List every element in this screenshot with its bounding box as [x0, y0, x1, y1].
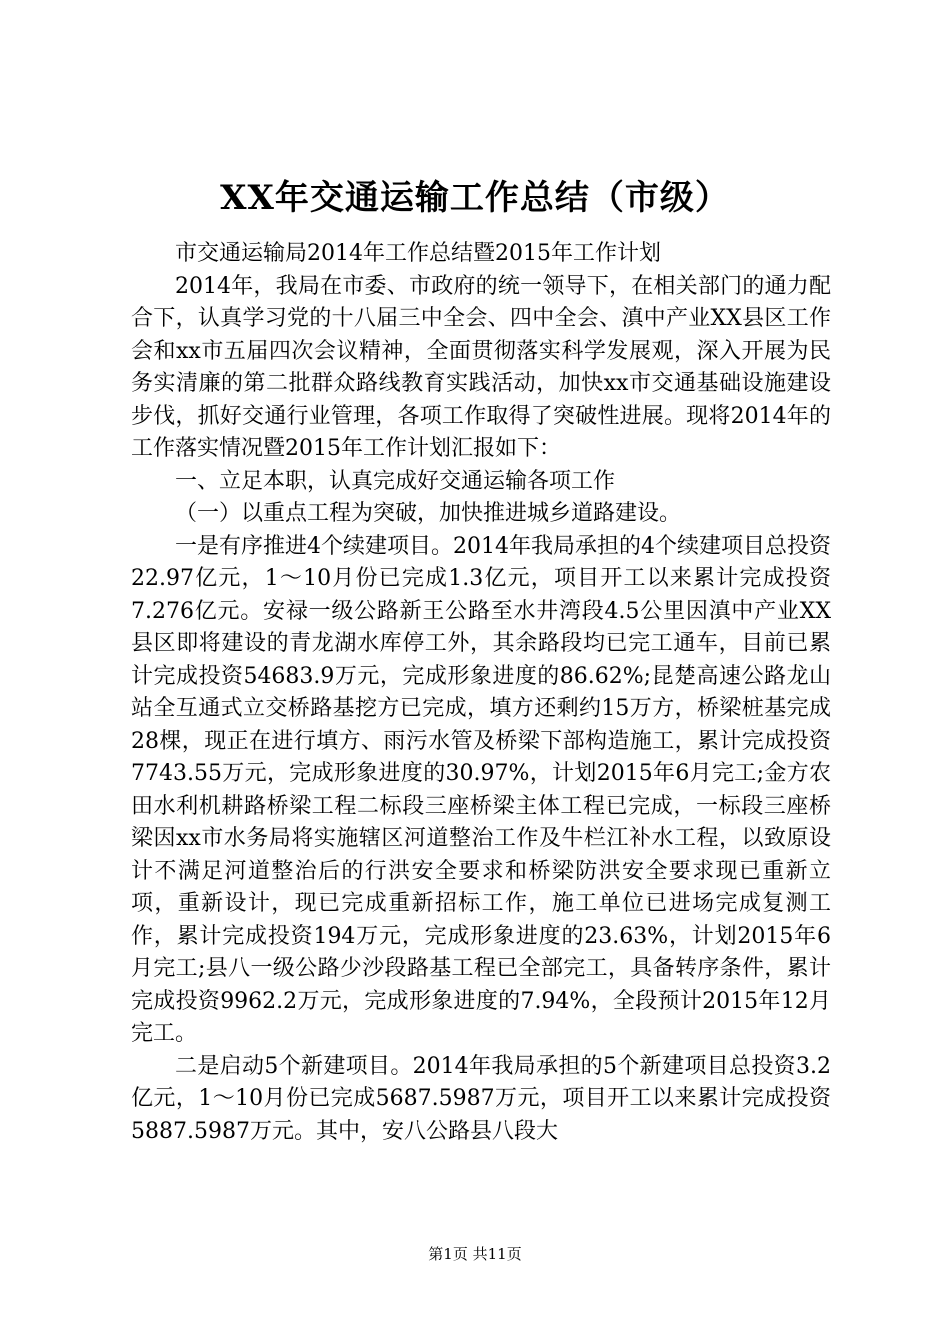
- page-footer: 第1页 共11页: [428, 1245, 522, 1263]
- paragraph-new-projects: 二是启动5个新建项目。2014年我局承担的5个新建项目总投资3.2亿元，1～10月份已完成5687.5987万元，项目开工以来累计完成投资5887.5987万元。其中，安八公路县八段大: [131, 1053, 831, 1144]
- section-heading: 一、立足本职，认真完成好交通运输各项工作: [175, 468, 616, 494]
- paragraph-continuing-projects: 一是有序推进4个续建项目。2014年我局承担的4个续建项目总投资22.97亿元，1～10月份已完成1.3亿元，项目开工以来累计完成投资7.276亿元。安禄一级公路新王公路至水井湾段4.5公里因滇中产业XX县区即将建设的青龙湖水库停工外，其余路段均已完工通车，目前已累计完成投资54683.9万元，完成形象进度的86.62%;昆楚高速公路龙山站全互通式立交桥路基挖方已完成，填方还剩约15万方，桥梁桩基完成28棵，现正在进行填方、雨污水管及桥梁下部构造施工，累计完成投资7743.55万元，完成形象进度的30.97%，计划2015年6月完工;金方农田水利机耕路桥梁工程二标段三座桥梁主体工程已完成，一标段三座桥梁因xx市水务局将实施辖区河道整治工作及牛栏江补水工程，以致原设计不满足河道整治后的行洪安全要求和桥梁防洪安全要求现已重新立项，重新设计，现已完成重新招标工作，施工单位已进场完成复测工作，累计完成投资194万元，完成形象进度的23.63%，计划2015年6月完工;县八一级公路少沙段路基工程已全部完工，具备转序条件，累计完成投资9962.2万元，完成形象进度的7.94%，全段预计2015年12月完工。: [131, 533, 831, 1046]
- document-body: [131, 238, 831, 1148]
- subsection-heading: （一）以重点工程为突破，加快推进城乡道路建设。: [175, 501, 682, 526]
- paragraph-subtitle: 市交通运输局2014年工作总结暨2015年工作计划: [175, 241, 661, 266]
- paragraph-intro: 2014年，我局在市委、市政府的统一领导下，在相关部门的通力配合下，认真学习党的十八届三中全会、四中全会、滇中产业XX县区工作会和xx市五届四次会议精神，全面贯彻落实科学发展观，深入开展为民务实清廉的第二批群众路线教育实践活动，加快xx市交通基础设施建设步伐，抓好交通行业管理，各项工作取得了突破性进展。现将2014年的工作落实情况暨2015年工作计划汇报如下：: [131, 273, 831, 461]
- document-title: XX年交通运输工作总结（市级）: [220, 178, 730, 218]
